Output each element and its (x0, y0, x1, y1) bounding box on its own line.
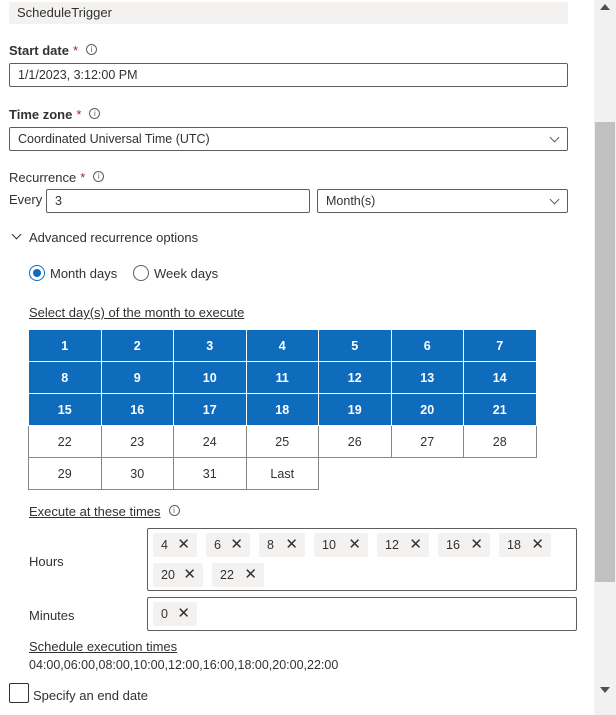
execute-times-header (29, 504, 180, 519)
day-cell-6[interactable]: 6 (391, 330, 464, 362)
minute-tag (153, 602, 197, 626)
hour-tag-value: 20 (161, 568, 175, 582)
remove-icon[interactable]: ✕ (183, 566, 196, 583)
day-cell-9[interactable]: 9 (101, 362, 174, 394)
hour-tag-value: 6 (214, 538, 221, 552)
schedule-execution-value: 04:00,06:00,08:00,10:00,12:00,16:00,18:00,20:00,22:00 (29, 658, 339, 672)
recurrence-label-text: Recurrence (9, 170, 77, 185)
scroll-up-icon[interactable] (600, 4, 610, 10)
month-days-radio[interactable] (29, 264, 124, 282)
end-date-checkbox[interactable] (9, 683, 179, 705)
minutes-input[interactable] (147, 597, 577, 631)
hour-tag (153, 533, 197, 557)
day-cell-8[interactable]: 8 (29, 362, 102, 394)
day-cell-16[interactable]: 16 (101, 394, 174, 426)
remove-icon[interactable]: ✕ (531, 536, 544, 553)
day-cell-26[interactable]: 26 (319, 426, 392, 458)
info-icon[interactable]: i (86, 44, 97, 55)
hour-tag (499, 533, 551, 557)
day-cell-24[interactable]: 24 (174, 426, 247, 458)
remove-icon[interactable]: ✕ (348, 536, 361, 553)
day-cell-1[interactable]: 1 (29, 330, 102, 362)
recurrence-unit-value: Month(s) (326, 194, 376, 208)
execute-times-label: Execute at these times (29, 504, 161, 519)
chevron-down-icon (12, 230, 22, 240)
day-cell-30[interactable]: 30 (101, 458, 174, 490)
day-cell-3[interactable]: 3 (174, 330, 247, 362)
radio-selected-icon (29, 265, 45, 281)
recurrence-interval-input[interactable]: 3 (46, 189, 310, 213)
day-cell-5[interactable]: 5 (319, 330, 392, 362)
hour-tag-value: 16 (446, 538, 460, 552)
remove-icon[interactable]: ✕ (470, 536, 483, 553)
day-cell-27[interactable]: 27 (391, 426, 464, 458)
info-icon[interactable]: i (89, 108, 100, 119)
required-marker: * (80, 170, 86, 185)
hour-tag (212, 563, 264, 587)
remove-icon[interactable]: ✕ (285, 536, 298, 553)
info-icon[interactable]: i (93, 171, 104, 182)
remove-icon[interactable]: ✕ (177, 536, 190, 553)
end-date-label: Specify an end date (33, 688, 148, 703)
day-cell-23[interactable]: 23 (101, 426, 174, 458)
info-icon[interactable]: i (169, 505, 180, 516)
empty-cell (391, 458, 464, 490)
day-cell-7[interactable]: 7 (464, 330, 537, 362)
checkbox-icon (9, 683, 29, 703)
hour-tag-value: 8 (267, 538, 274, 552)
day-cell-10[interactable]: 10 (174, 362, 247, 394)
radio-unselected-icon (133, 265, 149, 281)
day-cell-last[interactable]: Last (246, 458, 319, 490)
hours-input[interactable] (147, 528, 577, 591)
recurrence-label (9, 170, 104, 185)
time-zone-dropdown[interactable] (9, 127, 568, 151)
empty-cell (464, 458, 537, 490)
chevron-down-icon (550, 133, 560, 143)
scrollbar-thumb[interactable] (595, 122, 615, 582)
hour-tag-value: 12 (385, 538, 399, 552)
hour-tag (438, 533, 490, 557)
empty-cell (319, 458, 392, 490)
day-cell-17[interactable]: 17 (174, 394, 247, 426)
advanced-recurrence-label: Advanced recurrence options (29, 230, 199, 245)
day-cell-18[interactable]: 18 (246, 394, 319, 426)
scroll-down-icon[interactable] (600, 687, 610, 693)
hour-tag-value: 4 (161, 538, 168, 552)
month-days-grid (28, 329, 537, 490)
week-days-label: Week days (154, 266, 219, 281)
time-zone-label-text: Time zone (9, 107, 73, 122)
hour-tag-value: 10 (322, 538, 336, 552)
day-cell-21[interactable]: 21 (464, 394, 537, 426)
day-cell-4[interactable]: 4 (246, 330, 319, 362)
minutes-label: Minutes (29, 608, 75, 623)
hour-tag-value: 18 (507, 538, 521, 552)
trigger-name-field[interactable]: ScheduleTrigger (9, 2, 568, 24)
hours-label: Hours (29, 554, 64, 569)
day-cell-25[interactable]: 25 (246, 426, 319, 458)
chevron-down-icon (550, 195, 560, 205)
remove-icon[interactable]: ✕ (230, 536, 243, 553)
day-cell-29[interactable]: 29 (29, 458, 102, 490)
advanced-recurrence-toggle[interactable] (11, 230, 241, 246)
schedule-execution-label: Schedule execution times (29, 639, 178, 654)
hour-tag (259, 533, 305, 557)
remove-icon[interactable]: ✕ (244, 566, 257, 583)
minute-tag-value: 0 (161, 607, 168, 621)
hour-tag (153, 563, 203, 587)
day-cell-22[interactable]: 22 (29, 426, 102, 458)
required-marker: * (72, 43, 79, 58)
remove-icon[interactable]: ✕ (177, 605, 190, 622)
day-cell-2[interactable]: 2 (101, 330, 174, 362)
day-cell-28[interactable]: 28 (464, 426, 537, 458)
day-cell-11[interactable]: 11 (246, 362, 319, 394)
required-marker: * (76, 107, 82, 122)
day-cell-31[interactable]: 31 (174, 458, 247, 490)
every-label: Every (9, 192, 43, 207)
hour-tag (206, 533, 250, 557)
start-date-label-text: Start date (9, 43, 69, 58)
hour-tag-value: 22 (220, 568, 234, 582)
time-zone-value: Coordinated Universal Time (UTC) (18, 132, 210, 146)
week-days-radio[interactable] (133, 264, 228, 282)
recurrence-unit-dropdown[interactable] (317, 189, 568, 213)
time-zone-label (9, 107, 100, 122)
day-cell-12[interactable]: 12 (319, 362, 392, 394)
remove-icon[interactable]: ✕ (409, 536, 422, 553)
day-cell-14[interactable]: 14 (464, 362, 537, 394)
hour-tag (314, 533, 368, 557)
day-cell-15[interactable]: 15 (29, 394, 102, 426)
month-days-label: Month days (50, 266, 118, 281)
day-cell-19[interactable]: 19 (319, 394, 392, 426)
start-date-label (9, 43, 97, 58)
start-date-input[interactable]: 1/1/2023, 3:12:00 PM (9, 63, 568, 87)
day-cell-20[interactable]: 20 (391, 394, 464, 426)
day-cell-13[interactable]: 13 (391, 362, 464, 394)
select-days-label: Select day(s) of the month to execute (29, 305, 245, 320)
hour-tag (377, 533, 429, 557)
